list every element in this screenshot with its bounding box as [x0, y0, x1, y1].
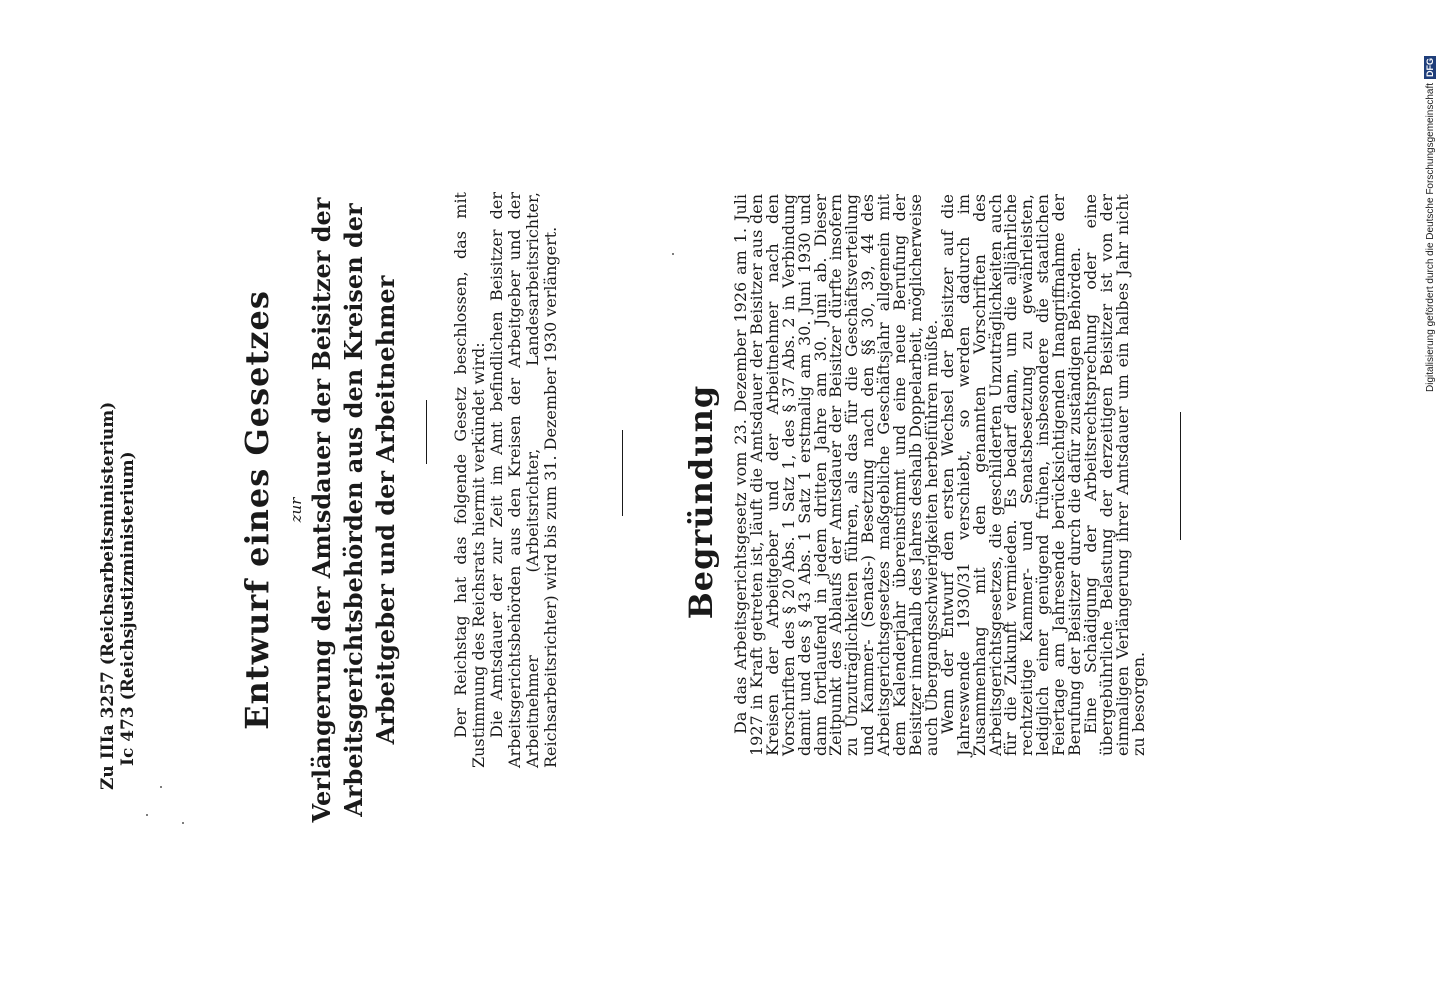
begruendung-paragraph-2: Wenn der Entwurf den ersten Wechsel der Beisitzer auf die Jahreswende 1930/31 verschiebt, so werden dadurch im Zusammenhang mit den genannten Vorschriften des Arbeitsgerichtsgesetzes, die geschilderten Unzuträglichkeiten auch für die Zukunft vermieden. Es bedarf dann, um die alljährliche rechtzeitige Kammer- und Senatsbesetzung zu gewährleisten, lediglich einer genügend frühen, insbesondere die staatlichen Feiertage am Jahresende berücksichtigenden Inangriffnahme der Berufung der Beisitzer durch die dafür zuständigen Behörden. — [937, 194, 1085, 756]
law-enacting-clause: Der Reichstag hat das folgende Gesetz beschlossen, das mit Zustimmung des Reichsrats hiermit verkündet wird: — [451, 192, 488, 768]
ministry-reference — [98, 402, 138, 790]
reference-line-1: Zu IIIa 3257 (Reichsarbeitsministerium) — [98, 401, 118, 790]
separator-rule-2 — [622, 430, 623, 516]
begruendung-paragraph-1: Da das Arbeitsgerichtsgesetz vom 23. Dezember 1926 am 1. Juli 1927 in Kraft getreten ist, läuft die Amtsdauer der Beisitzer aus den Kreisen der Arbeitgeber und der Arbeitnehmer nach den Vorschriften des § 20 Abs. 1 Satz 1, des § 37 Abs. 2 in Verbindung damit und des § 43 Abs. 1 Satz 1 erstmalig am 30. Juni 1930 und dann fortlaufend in jedem dritten Jahre am 30. Juni ab. Dieser Zeitpunkt des Ablaufs der Amtsdauer der Beisitzer dürfte insofern zu Unzuträglichkeiten führen, als das für die Geschäftsverteilung und Kammer- (Senats-) Besetzung nach den §§ 30, 39, 44 des Arbeitsgerichtsgesetzes maßgebliche Geschäftsjahr allgemein mit dem Kalenderjahr übereinstimmt und eine neue Berufung der Beisitzer innerhalb des Jahres deshalb Doppelarbeit, möglicherweise auch Übergangsschwierigkeiten herbeiführen müßte. — [731, 194, 941, 756]
dfg-credit-text: Digitalisierung gefördert durch die Deutsche Forschungsgemeinschaft — [1424, 82, 1436, 392]
dfg-logo: DFG — [1425, 57, 1435, 77]
separator-rule-3 — [1180, 412, 1181, 540]
law-article: Die Amtsdauer der zur Zeit im Amt befindlichen Beisitzer der Arbeitsgerichtsbehörden aus den Kreisen der Arbeitgeber und der Arbeitnehmer (Arbeitsrichter, Landesarbeitsrichter, Reichsarbeitsrichter) wird bis zum 31. Dezember 1930 verlängert. — [487, 192, 560, 768]
dfg-credit — [1420, 0, 1440, 392]
scan-speck — [672, 253, 674, 255]
scan-speck — [146, 814, 148, 816]
scan-speck — [160, 786, 162, 788]
begruendung-heading: Begründung — [682, 384, 720, 620]
begruendung-body — [733, 194, 1147, 756]
separator-rule-1 — [426, 400, 427, 464]
reference-line-2: Ic 473 (Reichsjustizministerium) — [118, 451, 138, 766]
document-title: Entwurf eines Gesetzes — [238, 290, 276, 730]
law-text — [452, 192, 560, 768]
begruendung-paragraph-3: Eine Schädigung der Arbeitsrechtsprechung oder eine übergebührliche Belastung der derzeitigen Beisitzer ist von der einmaligen Verlängerung ihrer Amtsdauer um ein halbes Jahr nicht zu besorgen. — [1080, 194, 1148, 756]
scan-speck — [182, 822, 184, 824]
document-subtitle: Verlängerung der Amtsdauer der Beisitzer der Arbeitsgerichtsbehörden aus den Kreisen der Arbeitgeber und der Arbeitnehmer — [307, 197, 400, 823]
title-connector: zur — [287, 497, 305, 523]
